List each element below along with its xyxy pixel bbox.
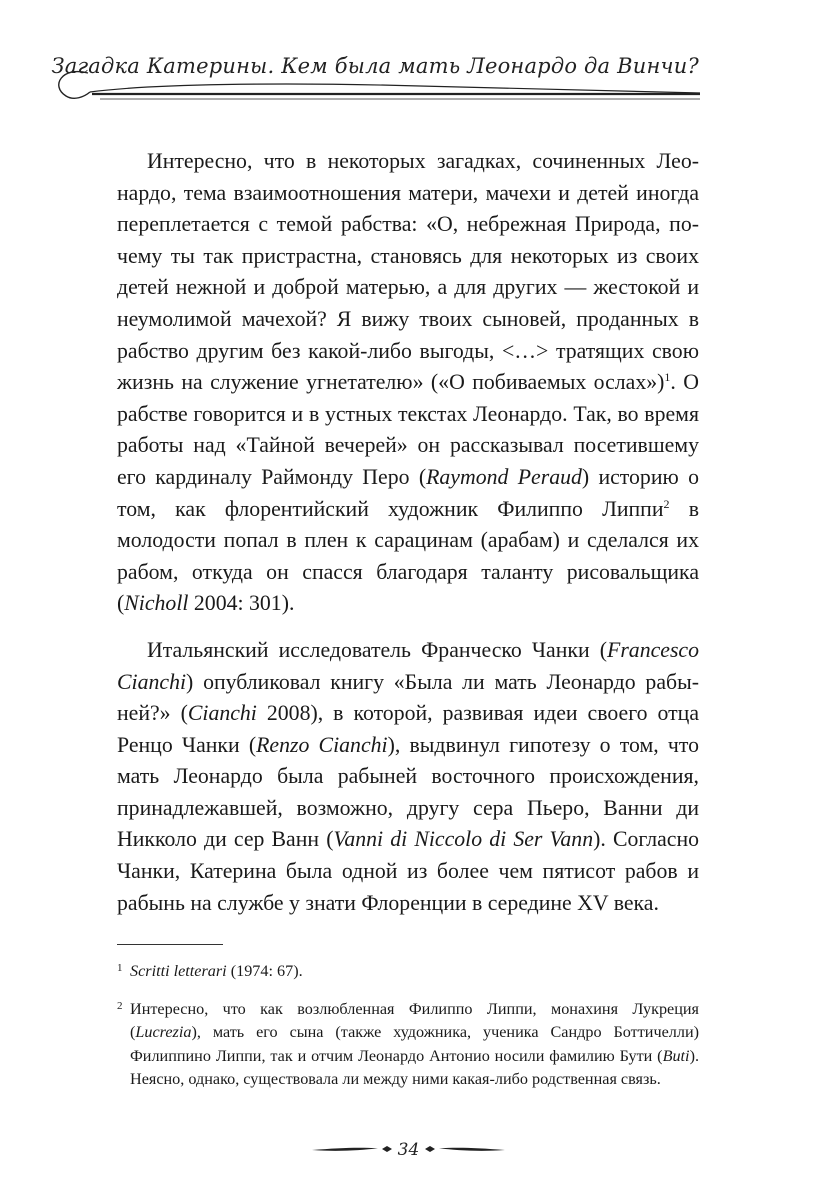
- footnote: [117, 998, 699, 1092]
- text-run: ) историю о том, как флорентийский художник Филиппо Липпи: [117, 464, 699, 521]
- page-number: 34: [397, 1140, 420, 1160]
- paragraph: [117, 146, 699, 620]
- italic-text: Lucrezia: [135, 1023, 192, 1041]
- text-run: 2004: 301).: [188, 591, 295, 616]
- footnote-mark: 2: [117, 999, 123, 1012]
- footnote: [117, 960, 699, 984]
- footnote-text: [130, 1000, 699, 1089]
- italic-text: Raymond Peraud: [426, 464, 582, 489]
- text-run: ), выдвинул гипотезу о том, что мать Леонардо была рабыней восточного происхождения, принадлежавшей, возможно, другу сера Пьеро, Ванни ди Никколо ди сер Ванн (: [117, 732, 699, 852]
- paragraph: [117, 635, 699, 919]
- text-run: Интересно, что как возлюбленная Филиппо Липпи, монахиня Лукреция (: [130, 999, 699, 1041]
- text-run: ), мать его сына (также художника, ученика Сандро Боттичелли) Филиппино Липпи, так и отчим Леонардо Антонио носили фамилию Бути (: [130, 1023, 699, 1065]
- text-run: Итальянский исследователь Франческо Чанки (: [147, 637, 607, 662]
- italic-text: Nicholl: [124, 591, 189, 616]
- footnote-mark: 1: [117, 962, 123, 974]
- italic-text: Francesco Cianchi: [117, 637, 699, 694]
- italic-text: Scritti letterari: [130, 962, 227, 980]
- italic-text: Vanni di Niccolo di Ser Vann: [333, 827, 594, 852]
- text-run: (1974: 67).: [226, 962, 303, 980]
- page-folio: [0, 1136, 817, 1166]
- text-run: ). Неясно, однако, существовала ли между ними какая-либо родственная связь.: [130, 1046, 699, 1088]
- main-text: [117, 146, 699, 919]
- text-run: ). Согласно Чанки, Катерина была одной из более чем пятисот рабов и рабынь на службе у знати Флоренции в середине XV века.: [117, 827, 700, 915]
- footnote-text: [130, 962, 303, 980]
- text-run: . О рабстве говорится и в устных текстах Леонардо. Так, во время работы над «Тайной вечерей» он рассказывал посетившему его кардиналу Раймонду Перо (: [117, 370, 700, 489]
- text-run: ) опубликовал книгу «Была ли мать Леонардо рабыней?» (: [117, 669, 699, 726]
- footnote-reference: 2: [663, 496, 670, 511]
- text-run: 2008), в которой, развивая идеи своего отца Ренцо Чанки (: [117, 701, 699, 757]
- footnote-reference: 1: [664, 370, 671, 385]
- text-run: Интересно, что в некоторых загадках, сочиненных Леонардо, тема взаимоотношения матери, мачехи и детей иногда переплетается с темой рабства: «О, небрежная Природа, почему ты так пристрастна, становясь для некоторых из своих детей нежной и доброй матерью, а для других — жестокой и неумолимой мачехой? Я вижу твоих сыновей, проданных в рабство другим без какой-либо выгоды, <…> тратящих свою жизнь на служение угнетателю» («О побиваемых ослах»): [117, 149, 699, 395]
- italic-text: Cianchi: [187, 701, 257, 726]
- running-header: [0, 0, 817, 120]
- italic-text: Buti: [662, 1046, 690, 1065]
- footnote-separator: [117, 944, 223, 945]
- running-title: Загадка Катерины. Кем была мать Леонардо да Винчи?: [51, 54, 699, 78]
- footnotes: [117, 960, 699, 1106]
- italic-text: Renzo Cianchi: [256, 732, 388, 757]
- flourish-swash: [90, 84, 700, 93]
- text-run: в молодости попал в плен к сарацинам (арабам) и сделался их рабом, откуда он спасся благодаря таланту рисовальщика (: [117, 496, 699, 616]
